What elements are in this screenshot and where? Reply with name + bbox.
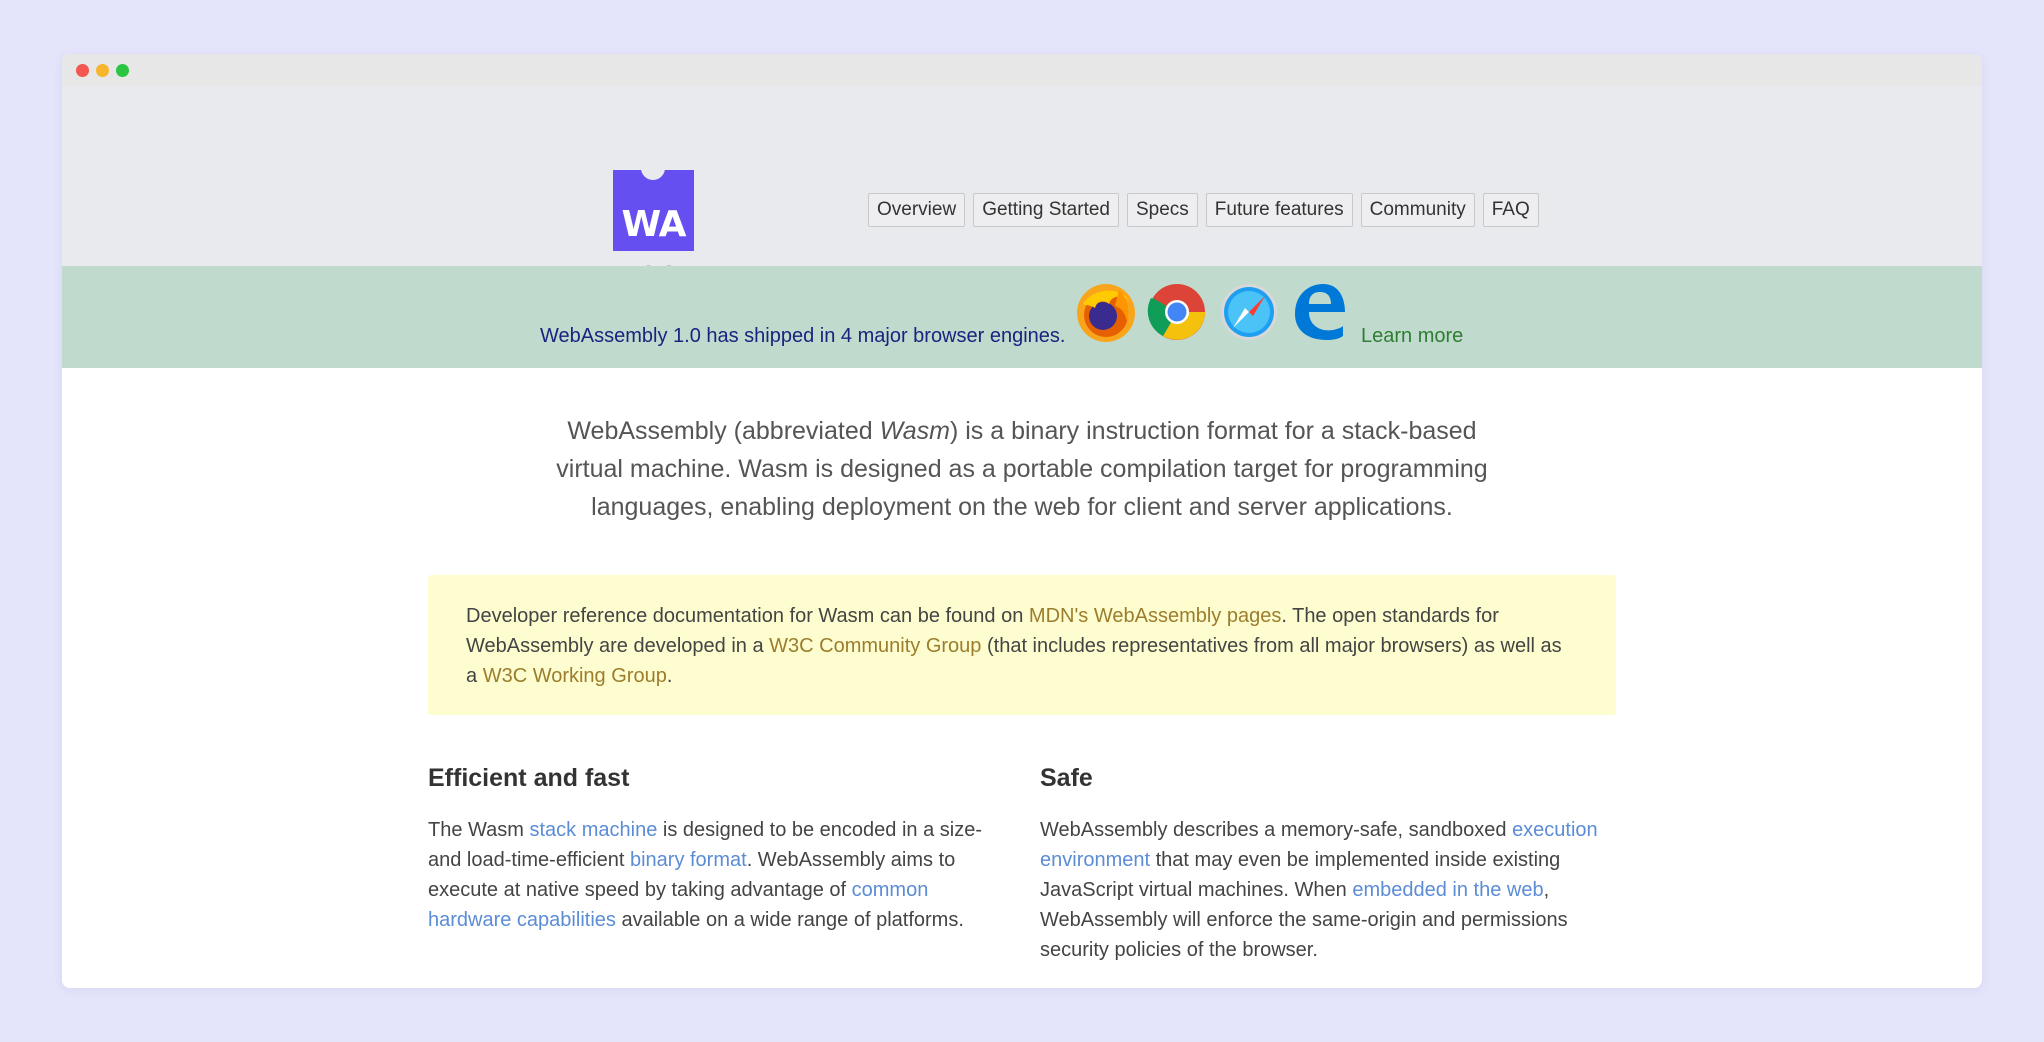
site-header: [62, 86, 1982, 266]
efficient-paragraph: The Wasm stack machine is designed to be encoded in a size- and load-time-efficient binary format. WebAssembly aims to execute at native speed by taking advantage of common hardware capabilities available on a wide range of platforms.: [428, 819, 983, 931]
efficient-section: [428, 764, 998, 935]
nav-community[interactable]: Community: [1361, 193, 1475, 227]
firefox-icon: [1075, 282, 1137, 344]
safe-section: [1040, 764, 1626, 965]
docs-callout: Developer reference documentation for Wasm can be found on MDN's WebAssembly pages. The open standards for WebAssembly are developed in a W3C Community Group (that includes representatives from all major browsers) as well as a W3C Working Group.: [428, 575, 1616, 715]
edge-icon: [1291, 282, 1347, 342]
efficient-heading: Efficient and fast: [428, 764, 630, 792]
hardware-capabilities-link[interactable]: common hardware capabilities: [428, 879, 929, 931]
intro-paragraph: WebAssembly (abbreviated Wasm) is a binary instruction format for a stack-based virtual machine. Wasm is designed as a portable compilation target for programming languages, enabling deployment on the web for client and server applications.: [556, 417, 1488, 521]
minimize-window-button[interactable]: [96, 64, 109, 77]
nav-faq[interactable]: FAQ: [1483, 193, 1539, 227]
w3c-working-group-link[interactable]: W3C Working Group: [482, 665, 667, 687]
logo-letters: WA: [621, 204, 686, 245]
browser-window: [62, 54, 1982, 988]
nav-getting-started[interactable]: Getting Started: [973, 193, 1119, 227]
learn-more-link[interactable]: Learn more: [1361, 325, 1464, 347]
nav-overview[interactable]: Overview: [868, 193, 965, 227]
browser-support-banner: [62, 266, 1982, 368]
main-nav: [868, 193, 1539, 227]
binary-format-link[interactable]: binary format: [629, 849, 747, 871]
mdn-link[interactable]: MDN's WebAssembly pages: [1028, 605, 1282, 627]
banner-text: WebAssembly 1.0 has shipped in 4 major browser engines.: [540, 325, 1066, 347]
title-bar: [62, 54, 1982, 86]
close-window-button[interactable]: [76, 64, 89, 77]
wasm-term: Wasm: [879, 417, 950, 445]
nav-specs[interactable]: Specs: [1127, 193, 1198, 227]
chrome-icon: [1147, 282, 1207, 342]
stack-machine-link[interactable]: stack machine: [529, 819, 658, 841]
w3c-community-group-link[interactable]: W3C Community Group: [769, 635, 982, 657]
embedded-in-web-link[interactable]: embedded in the web: [1352, 879, 1544, 901]
execution-environment-link[interactable]: execution environment: [1040, 819, 1598, 871]
safari-icon: [1219, 282, 1279, 342]
logo-mark: [613, 170, 694, 251]
safe-paragraph: WebAssembly describes a memory-safe, sandboxed execution environment that may even be implemented inside existing JavaScript virtual machines. When embedded in the web, WebAssembly will enforce the same-origin and permissions security policies of the browser.: [1040, 819, 1598, 961]
maximize-window-button[interactable]: [116, 64, 129, 77]
safe-heading: Safe: [1040, 764, 1093, 792]
nav-future-features[interactable]: Future features: [1206, 193, 1353, 227]
